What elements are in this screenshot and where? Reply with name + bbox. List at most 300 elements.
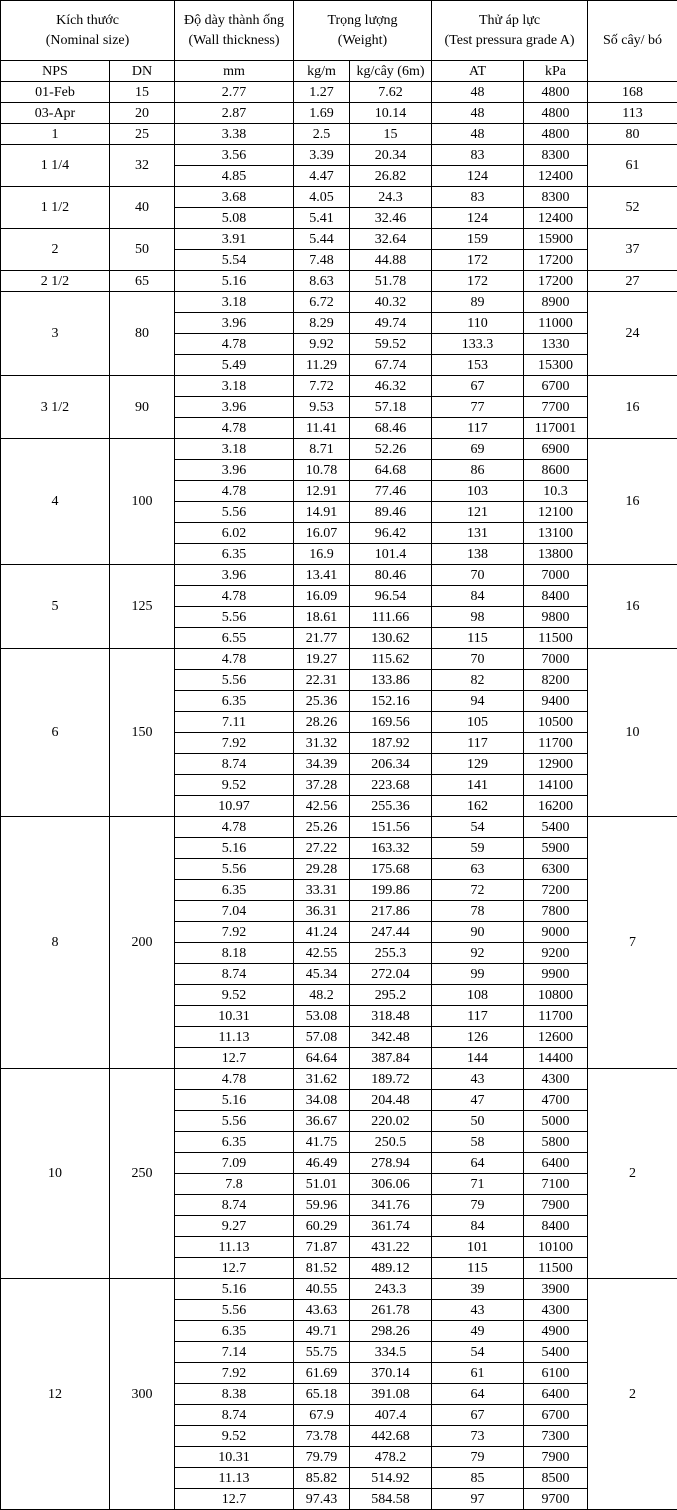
nps-cell: 6 (1, 649, 110, 817)
pressure-kpa-cell: 5400 (524, 1342, 588, 1363)
pressure-at-cell: 153 (432, 355, 524, 376)
pressure-kpa-cell: 8400 (524, 586, 588, 607)
weight-kg-pipe-cell: 272.04 (350, 964, 432, 985)
weight-kg-m-cell: 16.07 (294, 523, 350, 544)
weight-kg-pipe-cell: 115.62 (350, 649, 432, 670)
wall-thickness-cell: 7.92 (175, 733, 294, 754)
pressure-kpa-cell: 7000 (524, 565, 588, 586)
pressure-at-cell: 61 (432, 1363, 524, 1384)
pressure-at-cell: 124 (432, 208, 524, 229)
pressure-at-cell: 84 (432, 586, 524, 607)
per-bundle-cell: 52 (588, 187, 677, 229)
pressure-kpa-cell: 8200 (524, 670, 588, 691)
weight-kg-pipe-cell: 101.4 (350, 544, 432, 565)
header-per-bundle: Số cây/ bó (588, 1, 677, 82)
weight-kg-m-cell: 31.62 (294, 1069, 350, 1090)
pressure-at-cell: 159 (432, 229, 524, 250)
pressure-kpa-cell: 7700 (524, 397, 588, 418)
pressure-kpa-cell: 5900 (524, 838, 588, 859)
pressure-at-cell: 83 (432, 187, 524, 208)
pressure-at-cell: 64 (432, 1153, 524, 1174)
pressure-at-cell: 131 (432, 523, 524, 544)
wall-thickness-cell: 3.96 (175, 460, 294, 481)
weight-kg-pipe-cell: 584.58 (350, 1489, 432, 1510)
pressure-kpa-cell: 10.3 (524, 481, 588, 502)
weight-kg-m-cell: 73.78 (294, 1426, 350, 1447)
pressure-kpa-cell: 11500 (524, 628, 588, 649)
wall-thickness-cell: 5.16 (175, 838, 294, 859)
per-bundle-cell: 10 (588, 649, 677, 817)
weight-kg-pipe-cell: 341.76 (350, 1195, 432, 1216)
wall-thickness-cell: 9.52 (175, 985, 294, 1006)
pressure-kpa-cell: 7200 (524, 880, 588, 901)
weight-kg-m-cell: 11.29 (294, 355, 350, 376)
wall-thickness-cell: 5.49 (175, 355, 294, 376)
pressure-kpa-cell: 11700 (524, 1006, 588, 1027)
dn-cell: 50 (110, 229, 175, 271)
weight-kg-pipe-cell: 51.78 (350, 271, 432, 292)
weight-kg-m-cell: 9.53 (294, 397, 350, 418)
pressure-at-cell: 77 (432, 397, 524, 418)
pressure-kpa-cell: 11500 (524, 1258, 588, 1279)
dn-cell: 100 (110, 439, 175, 565)
wall-thickness-cell: 3.18 (175, 376, 294, 397)
wall-thickness-cell: 6.02 (175, 523, 294, 544)
nps-cell: 4 (1, 439, 110, 565)
weight-kg-pipe-cell: 7.62 (350, 82, 432, 103)
weight-kg-m-cell: 79.79 (294, 1447, 350, 1468)
nps-cell: 03-Apr (1, 103, 110, 124)
pressure-kpa-cell: 6900 (524, 439, 588, 460)
weight-kg-m-cell: 1.27 (294, 82, 350, 103)
nps-cell: 01-Feb (1, 82, 110, 103)
pressure-at-cell: 117 (432, 733, 524, 754)
wall-thickness-cell: 5.08 (175, 208, 294, 229)
wall-thickness-cell: 4.78 (175, 418, 294, 439)
wall-thickness-cell: 2.77 (175, 82, 294, 103)
weight-kg-m-cell: 49.71 (294, 1321, 350, 1342)
wall-thickness-cell: 8.74 (175, 1195, 294, 1216)
pressure-at-cell: 115 (432, 1258, 524, 1279)
wall-thickness-cell: 3.96 (175, 397, 294, 418)
weight-kg-pipe-cell: 334.5 (350, 1342, 432, 1363)
wall-thickness-cell: 9.52 (175, 775, 294, 796)
dn-cell: 65 (110, 271, 175, 292)
per-bundle-cell: 168 (588, 82, 677, 103)
nps-cell: 3 (1, 292, 110, 376)
pressure-kpa-cell: 6400 (524, 1384, 588, 1405)
pressure-kpa-cell: 13100 (524, 523, 588, 544)
wall-thickness-cell: 9.52 (175, 1426, 294, 1447)
pressure-kpa-cell: 4800 (524, 103, 588, 124)
weight-kg-m-cell: 1.69 (294, 103, 350, 124)
weight-kg-m-cell: 59.96 (294, 1195, 350, 1216)
pressure-kpa-cell: 9900 (524, 964, 588, 985)
header-nominal-size-vi: Kích thước (56, 12, 119, 28)
weight-kg-pipe-cell: 189.72 (350, 1069, 432, 1090)
wall-thickness-cell: 6.55 (175, 628, 294, 649)
wall-thickness-cell: 7.8 (175, 1174, 294, 1195)
weight-kg-m-cell: 42.55 (294, 943, 350, 964)
pressure-kpa-cell: 8300 (524, 145, 588, 166)
pressure-at-cell: 58 (432, 1132, 524, 1153)
pressure-at-cell: 48 (432, 103, 524, 124)
weight-kg-pipe-cell: 391.08 (350, 1384, 432, 1405)
pressure-kpa-cell: 8600 (524, 460, 588, 481)
weight-kg-m-cell: 5.44 (294, 229, 350, 250)
pressure-kpa-cell: 8500 (524, 1468, 588, 1489)
nps-cell: 2 (1, 229, 110, 271)
unit-at: AT (432, 61, 524, 82)
weight-kg-pipe-cell: 46.32 (350, 376, 432, 397)
pressure-kpa-cell: 13800 (524, 544, 588, 565)
wall-thickness-cell: 7.14 (175, 1342, 294, 1363)
weight-kg-pipe-cell: 24.3 (350, 187, 432, 208)
dn-cell: 15 (110, 82, 175, 103)
pressure-at-cell: 172 (432, 250, 524, 271)
weight-kg-pipe-cell: 318.48 (350, 1006, 432, 1027)
pressure-kpa-cell: 12400 (524, 208, 588, 229)
pressure-at-cell: 48 (432, 82, 524, 103)
pressure-at-cell: 101 (432, 1237, 524, 1258)
weight-kg-m-cell: 81.52 (294, 1258, 350, 1279)
pressure-kpa-cell: 9400 (524, 691, 588, 712)
weight-kg-m-cell: 42.56 (294, 796, 350, 817)
header-nominal-size-en: (Nominal size) (45, 32, 130, 48)
header-weight (294, 1, 432, 61)
pressure-at-cell: 43 (432, 1300, 524, 1321)
pressure-at-cell: 105 (432, 712, 524, 733)
wall-thickness-cell: 4.78 (175, 334, 294, 355)
pressure-kpa-cell: 4900 (524, 1321, 588, 1342)
pressure-at-cell: 43 (432, 1069, 524, 1090)
pressure-at-cell: 78 (432, 901, 524, 922)
pressure-kpa-cell: 4800 (524, 124, 588, 145)
pressure-at-cell: 126 (432, 1027, 524, 1048)
pressure-kpa-cell: 7300 (524, 1426, 588, 1447)
weight-kg-pipe-cell: 151.56 (350, 817, 432, 838)
pressure-kpa-cell: 12900 (524, 754, 588, 775)
pressure-kpa-cell: 7100 (524, 1174, 588, 1195)
weight-kg-m-cell: 60.29 (294, 1216, 350, 1237)
dn-cell: 20 (110, 103, 175, 124)
pressure-at-cell: 124 (432, 166, 524, 187)
wall-thickness-cell: 5.16 (175, 1279, 294, 1300)
pressure-kpa-cell: 4800 (524, 82, 588, 103)
nps-cell: 3 1/2 (1, 376, 110, 439)
weight-kg-m-cell: 19.27 (294, 649, 350, 670)
weight-kg-m-cell: 48.2 (294, 985, 350, 1006)
weight-kg-m-cell: 61.69 (294, 1363, 350, 1384)
header-weight-en: (Weight) (337, 32, 388, 48)
pressure-kpa-cell: 15300 (524, 355, 588, 376)
weight-kg-m-cell: 34.39 (294, 754, 350, 775)
weight-kg-pipe-cell: 255.36 (350, 796, 432, 817)
per-bundle-cell: 37 (588, 229, 677, 271)
pressure-at-cell: 79 (432, 1195, 524, 1216)
wall-thickness-cell: 3.38 (175, 124, 294, 145)
wall-thickness-cell: 11.13 (175, 1468, 294, 1489)
weight-kg-m-cell: 10.78 (294, 460, 350, 481)
weight-kg-pipe-cell: 247.44 (350, 922, 432, 943)
pressure-kpa-cell: 12600 (524, 1027, 588, 1048)
pressure-kpa-cell: 10100 (524, 1237, 588, 1258)
wall-thickness-cell: 7.92 (175, 922, 294, 943)
weight-kg-m-cell: 13.41 (294, 565, 350, 586)
weight-kg-pipe-cell: 255.3 (350, 943, 432, 964)
pressure-at-cell: 39 (432, 1279, 524, 1300)
pressure-kpa-cell: 16200 (524, 796, 588, 817)
weight-kg-pipe-cell: 220.02 (350, 1111, 432, 1132)
weight-kg-pipe-cell: 77.46 (350, 481, 432, 502)
weight-kg-pipe-cell: 217.86 (350, 901, 432, 922)
weight-kg-m-cell: 16.09 (294, 586, 350, 607)
pressure-at-cell: 115 (432, 628, 524, 649)
weight-kg-pipe-cell: 431.22 (350, 1237, 432, 1258)
wall-thickness-cell: 8.74 (175, 964, 294, 985)
weight-kg-m-cell: 8.29 (294, 313, 350, 334)
weight-kg-m-cell: 67.9 (294, 1405, 350, 1426)
wall-thickness-cell: 8.74 (175, 754, 294, 775)
pressure-kpa-cell: 17200 (524, 271, 588, 292)
pressure-at-cell: 82 (432, 670, 524, 691)
weight-kg-pipe-cell: 130.62 (350, 628, 432, 649)
wall-thickness-cell: 7.04 (175, 901, 294, 922)
pressure-kpa-cell: 4300 (524, 1300, 588, 1321)
wall-thickness-cell: 4.78 (175, 649, 294, 670)
weight-kg-m-cell: 14.91 (294, 502, 350, 523)
weight-kg-pipe-cell: 407.4 (350, 1405, 432, 1426)
pressure-kpa-cell: 5800 (524, 1132, 588, 1153)
weight-kg-m-cell: 12.91 (294, 481, 350, 502)
weight-kg-m-cell: 53.08 (294, 1006, 350, 1027)
per-bundle-cell: 27 (588, 271, 677, 292)
weight-kg-pipe-cell: 261.78 (350, 1300, 432, 1321)
pressure-at-cell: 141 (432, 775, 524, 796)
weight-kg-pipe-cell: 175.68 (350, 859, 432, 880)
wall-thickness-cell: 5.56 (175, 607, 294, 628)
weight-kg-pipe-cell: 163.32 (350, 838, 432, 859)
pressure-kpa-cell: 1330 (524, 334, 588, 355)
wall-thickness-cell: 4.78 (175, 481, 294, 502)
pressure-at-cell: 89 (432, 292, 524, 313)
pressure-kpa-cell: 12400 (524, 166, 588, 187)
wall-thickness-cell: 11.13 (175, 1237, 294, 1258)
pressure-kpa-cell: 3900 (524, 1279, 588, 1300)
header-row-titles (1, 1, 677, 61)
weight-kg-m-cell: 8.63 (294, 271, 350, 292)
table-row (1, 1069, 677, 1090)
pressure-at-cell: 69 (432, 439, 524, 460)
wall-thickness-cell: 5.56 (175, 502, 294, 523)
pressure-at-cell: 63 (432, 859, 524, 880)
nps-cell: 1 (1, 124, 110, 145)
per-bundle-cell: 24 (588, 292, 677, 376)
pressure-kpa-cell: 11700 (524, 733, 588, 754)
pressure-at-cell: 71 (432, 1174, 524, 1195)
weight-kg-m-cell: 71.87 (294, 1237, 350, 1258)
nps-cell: 1 1/2 (1, 187, 110, 229)
wall-thickness-cell: 6.35 (175, 544, 294, 565)
wall-thickness-cell: 4.78 (175, 586, 294, 607)
nps-cell: 1 1/4 (1, 145, 110, 187)
wall-thickness-cell: 3.18 (175, 439, 294, 460)
pressure-at-cell: 67 (432, 376, 524, 397)
weight-kg-m-cell: 97.43 (294, 1489, 350, 1510)
pressure-at-cell: 117 (432, 418, 524, 439)
pressure-kpa-cell: 6300 (524, 859, 588, 880)
pressure-at-cell: 64 (432, 1384, 524, 1405)
pressure-at-cell: 83 (432, 145, 524, 166)
pressure-at-cell: 54 (432, 1342, 524, 1363)
pressure-kpa-cell: 6100 (524, 1363, 588, 1384)
pressure-at-cell: 85 (432, 1468, 524, 1489)
wall-thickness-cell: 10.97 (175, 796, 294, 817)
pressure-kpa-cell: 6700 (524, 1405, 588, 1426)
wall-thickness-cell: 5.56 (175, 1300, 294, 1321)
wall-thickness-cell: 6.35 (175, 1321, 294, 1342)
pressure-at-cell: 138 (432, 544, 524, 565)
header-wall-thickness (175, 1, 294, 61)
weight-kg-m-cell: 25.26 (294, 817, 350, 838)
weight-kg-m-cell: 43.63 (294, 1300, 350, 1321)
weight-kg-pipe-cell: 80.46 (350, 565, 432, 586)
pressure-at-cell: 94 (432, 691, 524, 712)
pressure-kpa-cell: 10800 (524, 985, 588, 1006)
table-row (1, 817, 677, 838)
pressure-at-cell: 59 (432, 838, 524, 859)
pressure-kpa-cell: 5400 (524, 817, 588, 838)
table-row (1, 187, 677, 208)
per-bundle-cell: 2 (588, 1279, 677, 1510)
pressure-kpa-cell: 4300 (524, 1069, 588, 1090)
pressure-at-cell: 110 (432, 313, 524, 334)
wall-thickness-cell: 4.78 (175, 1069, 294, 1090)
weight-kg-pipe-cell: 96.54 (350, 586, 432, 607)
weight-kg-pipe-cell: 387.84 (350, 1048, 432, 1069)
pressure-at-cell: 70 (432, 565, 524, 586)
table-row (1, 124, 677, 145)
weight-kg-pipe-cell: 68.46 (350, 418, 432, 439)
dn-cell: 250 (110, 1069, 175, 1279)
weight-kg-m-cell: 40.55 (294, 1279, 350, 1300)
weight-kg-pipe-cell: 514.92 (350, 1468, 432, 1489)
weight-kg-pipe-cell: 32.64 (350, 229, 432, 250)
unit-kg-per-m: kg/m (294, 61, 350, 82)
table-row (1, 145, 677, 166)
pressure-at-cell: 49 (432, 1321, 524, 1342)
wall-thickness-cell: 3.91 (175, 229, 294, 250)
per-bundle-cell: 16 (588, 439, 677, 565)
table-row (1, 565, 677, 586)
weight-kg-pipe-cell: 20.34 (350, 145, 432, 166)
pressure-kpa-cell: 9700 (524, 1489, 588, 1510)
weight-kg-m-cell: 31.32 (294, 733, 350, 754)
pressure-kpa-cell: 117001 (524, 418, 588, 439)
weight-kg-m-cell: 65.18 (294, 1384, 350, 1405)
weight-kg-pipe-cell: 204.48 (350, 1090, 432, 1111)
wall-thickness-cell: 3.68 (175, 187, 294, 208)
wall-thickness-cell: 3.56 (175, 145, 294, 166)
weight-kg-pipe-cell: 96.42 (350, 523, 432, 544)
pressure-at-cell: 144 (432, 1048, 524, 1069)
pressure-at-cell: 70 (432, 649, 524, 670)
nps-cell: 8 (1, 817, 110, 1069)
pressure-at-cell: 90 (432, 922, 524, 943)
table-row (1, 292, 677, 313)
pressure-at-cell: 79 (432, 1447, 524, 1468)
weight-kg-m-cell: 36.67 (294, 1111, 350, 1132)
wall-thickness-cell: 3.96 (175, 313, 294, 334)
pressure-kpa-cell: 6400 (524, 1153, 588, 1174)
table-row (1, 376, 677, 397)
pressure-kpa-cell: 7000 (524, 649, 588, 670)
weight-kg-pipe-cell: 64.68 (350, 460, 432, 481)
pressure-kpa-cell: 7800 (524, 901, 588, 922)
weight-kg-pipe-cell: 26.82 (350, 166, 432, 187)
header-test-pressure (432, 1, 588, 61)
weight-kg-pipe-cell: 169.56 (350, 712, 432, 733)
per-bundle-cell: 16 (588, 565, 677, 649)
dn-cell: 40 (110, 187, 175, 229)
weight-kg-m-cell: 29.28 (294, 859, 350, 880)
weight-kg-m-cell: 41.75 (294, 1132, 350, 1153)
header-row-units (1, 61, 677, 82)
pressure-at-cell: 86 (432, 460, 524, 481)
pressure-at-cell: 99 (432, 964, 524, 985)
weight-kg-m-cell: 55.75 (294, 1342, 350, 1363)
weight-kg-pipe-cell: 342.48 (350, 1027, 432, 1048)
wall-thickness-cell: 5.56 (175, 1111, 294, 1132)
weight-kg-m-cell: 16.9 (294, 544, 350, 565)
wall-thickness-cell: 12.7 (175, 1048, 294, 1069)
weight-kg-m-cell: 7.48 (294, 250, 350, 271)
wall-thickness-cell: 3.96 (175, 565, 294, 586)
dn-cell: 300 (110, 1279, 175, 1510)
pressure-at-cell: 121 (432, 502, 524, 523)
pressure-kpa-cell: 11000 (524, 313, 588, 334)
table-body (1, 1, 677, 1510)
pressure-kpa-cell: 4700 (524, 1090, 588, 1111)
weight-kg-m-cell: 9.92 (294, 334, 350, 355)
table-row (1, 271, 677, 292)
weight-kg-m-cell: 5.41 (294, 208, 350, 229)
per-bundle-cell: 61 (588, 145, 677, 187)
header-weight-vi: Trọng lượng (327, 12, 398, 28)
pressure-kpa-cell: 8300 (524, 187, 588, 208)
weight-kg-m-cell: 27.22 (294, 838, 350, 859)
weight-kg-pipe-cell: 133.86 (350, 670, 432, 691)
weight-kg-pipe-cell: 223.68 (350, 775, 432, 796)
pressure-kpa-cell: 6700 (524, 376, 588, 397)
wall-thickness-cell: 5.16 (175, 271, 294, 292)
wall-thickness-cell: 5.54 (175, 250, 294, 271)
wall-thickness-cell: 10.31 (175, 1006, 294, 1027)
pressure-kpa-cell: 5000 (524, 1111, 588, 1132)
pressure-kpa-cell: 17200 (524, 250, 588, 271)
weight-kg-pipe-cell: 67.74 (350, 355, 432, 376)
unit-mm: mm (175, 61, 294, 82)
weight-kg-pipe-cell: 52.26 (350, 439, 432, 460)
weight-kg-pipe-cell: 44.88 (350, 250, 432, 271)
nps-cell: 2 1/2 (1, 271, 110, 292)
pressure-kpa-cell: 15900 (524, 229, 588, 250)
weight-kg-m-cell: 34.08 (294, 1090, 350, 1111)
weight-kg-pipe-cell: 295.2 (350, 985, 432, 1006)
weight-kg-pipe-cell: 478.2 (350, 1447, 432, 1468)
weight-kg-m-cell: 8.71 (294, 439, 350, 460)
wall-thickness-cell: 8.74 (175, 1405, 294, 1426)
